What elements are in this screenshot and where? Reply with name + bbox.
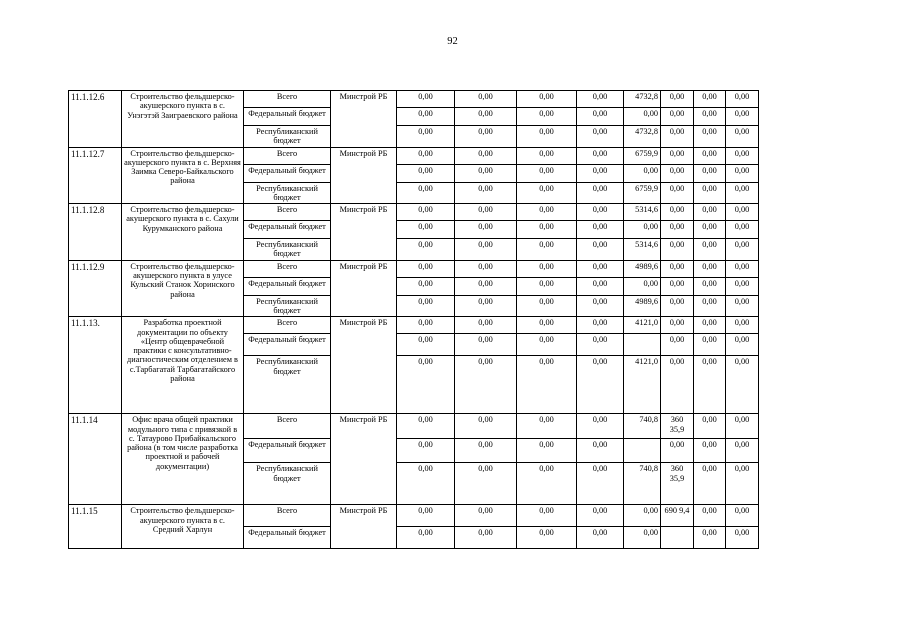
value-cell-p2026: 0,00 (694, 260, 726, 277)
value-cell-p2023: 0,00 (577, 527, 624, 549)
item-code: 11.1.12.8 (69, 204, 122, 261)
funding-source: Республиканский бюджет (244, 463, 331, 505)
value-cell-p2022: 0,00 (517, 414, 577, 439)
value-cell-p2021: 0,00 (455, 164, 517, 182)
value-cell-p2025: 0,00 (661, 221, 694, 239)
item-name: Строительство фельдшерско-акушерского пункта в с. Унэгэтэй Заиграевского района (122, 91, 244, 148)
value-cell-p2026: 0,00 (694, 334, 726, 356)
funding-source: Всего (244, 317, 331, 334)
value-cell-p2025: 360 35,9 (661, 414, 694, 439)
item-name: Строительство фельдшерско-акушерского пункта в с. Сахули Курумканского района (122, 204, 244, 261)
value-cell-p2025: 0,00 (661, 277, 694, 295)
value-cell-p2022: 0,00 (517, 317, 577, 334)
value-cell-p2020: 0,00 (397, 317, 455, 334)
value-cell-p2024: 0,00 (624, 108, 661, 126)
value-cell-p2021: 0,00 (455, 414, 517, 439)
value-cell-p2026: 0,00 (694, 204, 726, 221)
value-cell-p2024: 4121,0 (624, 356, 661, 414)
table-row (69, 505, 791, 527)
value-cell-p2020: 0,00 (397, 295, 455, 317)
funding-source: Федеральный бюджет (244, 108, 331, 126)
value-cell-p2021: 0,00 (455, 463, 517, 505)
value-cell-p2026: 0,00 (694, 414, 726, 439)
value-cell-p2022: 0,00 (517, 295, 577, 317)
value-cell-p2023: 0,00 (577, 439, 624, 463)
value-cell-p2020: 0,00 (397, 260, 455, 277)
value-cell-p2024: 4732,8 (624, 91, 661, 108)
value-cell-p2023: 0,00 (577, 182, 624, 204)
executor: Минстрой РБ (331, 91, 397, 148)
value-cell-p2023: 0,00 (577, 164, 624, 182)
value-cell-p2021: 0,00 (455, 334, 517, 356)
value-cell-p2027: 0,00 (726, 260, 759, 277)
value-cell-p2025 (661, 527, 694, 549)
value-cell-p2025: 0,00 (661, 147, 694, 164)
funding-source: Всего (244, 147, 331, 164)
value-cell-p2027: 0,00 (726, 527, 759, 549)
value-cell-p2024: 740,8 (624, 463, 661, 505)
value-cell-p2024 (624, 334, 661, 356)
value-cell-p2020: 0,00 (397, 463, 455, 505)
value-cell-p2022: 0,00 (517, 147, 577, 164)
value-cell-p2022: 0,00 (517, 505, 577, 527)
value-cell-p2020: 0,00 (397, 108, 455, 126)
item-code: 11.1.15 (69, 505, 122, 549)
value-cell-p2023: 0,00 (577, 260, 624, 277)
value-cell-p2026: 0,00 (694, 126, 726, 148)
value-cell-p2024: 0,00 (624, 221, 661, 239)
value-cell-p2025: 0,00 (661, 317, 694, 334)
funding-source: Республиканский бюджет (244, 126, 331, 148)
value-cell-p2021: 0,00 (455, 147, 517, 164)
value-cell-p2027: 0,00 (726, 204, 759, 221)
value-cell-p2026: 0,00 (694, 164, 726, 182)
value-cell-p2021: 0,00 (455, 356, 517, 414)
value-cell-p2022: 0,00 (517, 182, 577, 204)
value-cell-p2026: 0,00 (694, 463, 726, 505)
value-cell-p2026: 0,00 (694, 295, 726, 317)
value-cell-p2026: 0,00 (694, 527, 726, 549)
value-cell-p2022: 0,00 (517, 260, 577, 277)
value-cell-p2021: 0,00 (455, 505, 517, 527)
value-cell-p2026: 0,00 (694, 439, 726, 463)
funding-source: Республиканский бюджет (244, 295, 331, 317)
item-name: Разработка проектной документации по объекту «Центр общеврачебной практики с консультативно-диагностическим отделением в с.Тарбагатай Тарбагатайского района (122, 317, 244, 414)
value-cell-p2020: 0,00 (397, 439, 455, 463)
value-cell-p2022: 0,00 (517, 204, 577, 221)
value-cell-p2020: 0,00 (397, 414, 455, 439)
value-cell-p2024: 0,00 (624, 277, 661, 295)
value-cell-p2025: 0,00 (661, 91, 694, 108)
value-cell-p2025: 0,00 (661, 260, 694, 277)
value-cell-p2026: 0,00 (694, 108, 726, 126)
funding-source: Республиканский бюджет (244, 239, 331, 261)
funding-source: Республиканский бюджет (244, 356, 331, 414)
value-cell-p2024: 6759,9 (624, 182, 661, 204)
value-cell-p2027: 0,00 (726, 317, 759, 334)
funding-source: Всего (244, 505, 331, 527)
funding-source: Федеральный бюджет (244, 221, 331, 239)
value-cell-p2027: 0,00 (726, 277, 759, 295)
value-cell-p2027: 0,00 (726, 147, 759, 164)
page-number: 92 (447, 36, 458, 47)
value-cell-p2024: 0,00 (624, 505, 661, 527)
value-cell-p2027: 0,00 (726, 182, 759, 204)
item-code: 11.1.14 (69, 414, 122, 505)
funding-source: Федеральный бюджет (244, 277, 331, 295)
value-cell-p2023: 0,00 (577, 277, 624, 295)
value-cell-p2023: 0,00 (577, 334, 624, 356)
value-cell-p2020: 0,00 (397, 147, 455, 164)
value-cell-p2022: 0,00 (517, 334, 577, 356)
value-cell-p2020: 0,00 (397, 505, 455, 527)
value-cell-p2027: 0,00 (726, 463, 759, 505)
value-cell-p2025: 0,00 (661, 204, 694, 221)
value-cell-p2027: 0,00 (726, 414, 759, 439)
value-cell-p2024: 0,00 (624, 527, 661, 549)
value-cell-p2021: 0,00 (455, 108, 517, 126)
value-cell-p2021: 0,00 (455, 317, 517, 334)
funding-source: Всего (244, 260, 331, 277)
value-cell-p2024: 4989,6 (624, 295, 661, 317)
value-cell-p2025: 360 35,9 (661, 463, 694, 505)
value-cell-p2023: 0,00 (577, 505, 624, 527)
value-cell-p2023: 0,00 (577, 204, 624, 221)
item-code: 11.1.13. (69, 317, 122, 414)
value-cell-p2027: 0,00 (726, 239, 759, 261)
item-code: 11.1.12.9 (69, 260, 122, 317)
value-cell-p2020: 0,00 (397, 277, 455, 295)
value-cell-p2025: 0,00 (661, 164, 694, 182)
value-cell-p2024: 5314,6 (624, 239, 661, 261)
value-cell-p2021: 0,00 (455, 277, 517, 295)
value-cell-p2022: 0,00 (517, 221, 577, 239)
value-cell-p2022: 0,00 (517, 126, 577, 148)
item-name: Офис врача общей практики модульного типа с привязкой в с. Татаурово Прибайкальского района (в том числе разработка проектной и рабочей документации) (122, 414, 244, 505)
executor: Минстрой РБ (331, 505, 397, 549)
value-cell-p2021: 0,00 (455, 204, 517, 221)
value-cell-p2020: 0,00 (397, 164, 455, 182)
value-cell-p2022: 0,00 (517, 356, 577, 414)
budget-table (68, 90, 791, 549)
value-cell-p2020: 0,00 (397, 126, 455, 148)
value-cell-p2023: 0,00 (577, 317, 624, 334)
executor: Минстрой РБ (331, 317, 397, 414)
value-cell-p2023: 0,00 (577, 126, 624, 148)
value-cell-p2023: 0,00 (577, 239, 624, 261)
value-cell-p2026: 0,00 (694, 182, 726, 204)
value-cell-p2027: 0,00 (726, 334, 759, 356)
executor: Минстрой РБ (331, 414, 397, 505)
value-cell-p2024: 4989,6 (624, 260, 661, 277)
value-cell-p2023: 0,00 (577, 147, 624, 164)
value-cell-p2021: 0,00 (455, 439, 517, 463)
value-cell-p2022: 0,00 (517, 164, 577, 182)
value-cell-p2020: 0,00 (397, 239, 455, 261)
table-row (69, 414, 791, 439)
table-row (69, 147, 791, 164)
table-row (69, 317, 791, 334)
value-cell-p2023: 0,00 (577, 414, 624, 439)
value-cell-p2024: 740,8 (624, 414, 661, 439)
value-cell-p2023: 0,00 (577, 221, 624, 239)
value-cell-p2026: 0,00 (694, 147, 726, 164)
value-cell-p2026: 0,00 (694, 277, 726, 295)
item-name: Строительство фельдшерско-акушерского пункта в улусе Кульский Станок Хоринского района (122, 260, 244, 317)
item-name: Строительство фельдшерско-акушерского пункта в с. Верхняя Заимка Северо-Байкальского района (122, 147, 244, 204)
value-cell-p2026: 0,00 (694, 239, 726, 261)
value-cell-p2024: 6759,9 (624, 147, 661, 164)
value-cell-p2025: 0,00 (661, 295, 694, 317)
value-cell-p2020: 0,00 (397, 204, 455, 221)
value-cell-p2026: 0,00 (694, 356, 726, 414)
funding-source: Федеральный бюджет (244, 334, 331, 356)
value-cell-p2022: 0,00 (517, 439, 577, 463)
value-cell-p2024: 4121,0 (624, 317, 661, 334)
value-cell-p2026: 0,00 (694, 221, 726, 239)
value-cell-p2021: 0,00 (455, 260, 517, 277)
value-cell-p2022: 0,00 (517, 239, 577, 261)
value-cell-p2025: 0,00 (661, 239, 694, 261)
funding-source: Федеральный бюджет (244, 164, 331, 182)
value-cell-p2020: 0,00 (397, 182, 455, 204)
value-cell-p2021: 0,00 (455, 91, 517, 108)
executor: Минстрой РБ (331, 260, 397, 317)
value-cell-p2026: 0,00 (694, 317, 726, 334)
value-cell-p2021: 0,00 (455, 182, 517, 204)
value-cell-p2027: 0,00 (726, 505, 759, 527)
table-row (69, 260, 791, 277)
value-cell-p2020: 0,00 (397, 334, 455, 356)
value-cell-p2027: 0,00 (726, 439, 759, 463)
value-cell-p2025: 0,00 (661, 439, 694, 463)
executor: Минстрой РБ (331, 204, 397, 261)
value-cell-p2021: 0,00 (455, 239, 517, 261)
item-code: 11.1.12.7 (69, 147, 122, 204)
funding-source: Республиканский бюджет (244, 182, 331, 204)
value-cell-p2025: 690 9,4 (661, 505, 694, 527)
value-cell-p2023: 0,00 (577, 108, 624, 126)
value-cell-p2021: 0,00 (455, 295, 517, 317)
funding-source: Всего (244, 204, 331, 221)
value-cell-p2023: 0,00 (577, 356, 624, 414)
funding-source: Федеральный бюджет (244, 527, 331, 549)
value-cell-p2027: 0,00 (726, 91, 759, 108)
value-cell-p2020: 0,00 (397, 221, 455, 239)
value-cell-p2027: 0,00 (726, 126, 759, 148)
value-cell-p2022: 0,00 (517, 463, 577, 505)
value-cell-p2025: 0,00 (661, 356, 694, 414)
value-cell-p2021: 0,00 (455, 527, 517, 549)
value-cell-p2023: 0,00 (577, 91, 624, 108)
value-cell-p2027: 0,00 (726, 221, 759, 239)
funding-source: Всего (244, 91, 331, 108)
value-cell-p2022: 0,00 (517, 277, 577, 295)
funding-source: Всего (244, 414, 331, 439)
value-cell-p2022: 0,00 (517, 108, 577, 126)
funding-source: Федеральный бюджет (244, 439, 331, 463)
value-cell-p2024 (624, 439, 661, 463)
executor: Минстрой РБ (331, 147, 397, 204)
value-cell-p2025: 0,00 (661, 108, 694, 126)
value-cell-p2027: 0,00 (726, 356, 759, 414)
value-cell-p2027: 0,00 (726, 164, 759, 182)
value-cell-p2021: 0,00 (455, 221, 517, 239)
value-cell-p2020: 0,00 (397, 527, 455, 549)
value-cell-p2024: 5314,6 (624, 204, 661, 221)
value-cell-p2023: 0,00 (577, 295, 624, 317)
table-row (69, 91, 791, 108)
value-cell-p2026: 0,00 (694, 91, 726, 108)
item-code: 11.1.12.6 (69, 91, 122, 148)
table-row (69, 204, 791, 221)
value-cell-p2027: 0,00 (726, 295, 759, 317)
value-cell-p2027: 0,00 (726, 108, 759, 126)
value-cell-p2025: 0,00 (661, 126, 694, 148)
value-cell-p2023: 0,00 (577, 463, 624, 505)
value-cell-p2022: 0,00 (517, 527, 577, 549)
item-name: Строительство фельдшерско-акушерского пункта в с. Средний Харлун (122, 505, 244, 549)
value-cell-p2024: 0,00 (624, 164, 661, 182)
value-cell-p2020: 0,00 (397, 356, 455, 414)
value-cell-p2024: 4732,8 (624, 126, 661, 148)
value-cell-p2022: 0,00 (517, 91, 577, 108)
value-cell-p2025: 0,00 (661, 334, 694, 356)
value-cell-p2021: 0,00 (455, 126, 517, 148)
value-cell-p2026: 0,00 (694, 505, 726, 527)
value-cell-p2020: 0,00 (397, 91, 455, 108)
value-cell-p2025: 0,00 (661, 182, 694, 204)
